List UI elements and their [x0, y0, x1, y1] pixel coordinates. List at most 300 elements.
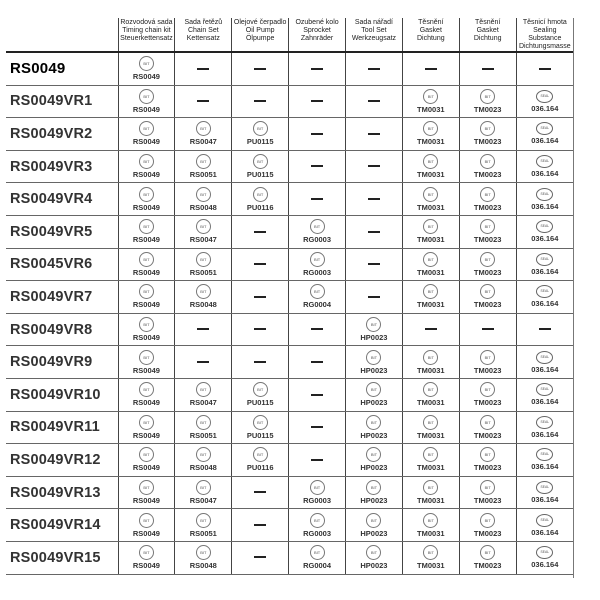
part-cell	[402, 118, 459, 151]
part-cell	[516, 541, 573, 574]
seal-logo-icon: SEAL	[536, 514, 553, 527]
part-cell	[346, 215, 403, 248]
part-entry	[403, 284, 459, 309]
dash-not-applicable	[254, 361, 266, 363]
part-entry	[346, 317, 402, 342]
header-line: Werkzeugsatz	[351, 35, 397, 42]
parts-table	[6, 18, 573, 575]
part-cell	[459, 52, 516, 85]
header-line: Dichtung	[416, 35, 445, 42]
seal-logo-icon: SEAL	[536, 155, 553, 168]
seal-logo-icon: SEAL	[536, 383, 553, 396]
part-entry	[460, 187, 516, 212]
part-number: TM0023	[473, 267, 502, 277]
part-number: TM0031	[417, 430, 445, 440]
part-cell	[459, 541, 516, 574]
part-cell	[289, 313, 346, 346]
part-number: PU0115	[246, 398, 274, 408]
part-cell	[232, 248, 289, 281]
part-entry	[119, 350, 175, 375]
bit-logo-icon: BIT	[480, 382, 495, 397]
part-cell	[459, 215, 516, 248]
part-number: TM0031	[417, 528, 445, 538]
part-cell	[516, 85, 573, 118]
bit-logo-icon: BIT	[423, 545, 438, 560]
bit-logo-icon: BIT	[196, 252, 211, 267]
part-cell	[175, 150, 232, 183]
part-number: RS0048	[189, 300, 217, 310]
part-number: HP0023	[360, 365, 388, 375]
part-cell	[118, 313, 175, 346]
product-code: RS0049VR14	[6, 509, 118, 542]
part-entry	[517, 188, 573, 211]
part-number: HP0023	[360, 496, 388, 506]
part-entry	[403, 545, 459, 570]
part-cell	[402, 150, 459, 183]
bit-logo-icon: BIT	[253, 382, 268, 397]
part-entry	[460, 121, 516, 146]
header-line: Sprocket	[303, 27, 331, 34]
part-entry	[289, 284, 345, 309]
part-number: RS0049	[132, 496, 160, 506]
part-number: PU0116	[246, 463, 274, 473]
part-number: RS0049	[132, 170, 160, 180]
part-cell	[232, 150, 289, 183]
bit-logo-icon: BIT	[480, 480, 495, 495]
part-number: 036.164	[531, 495, 559, 505]
part-cell	[289, 118, 346, 151]
part-cell	[175, 183, 232, 216]
dash-not-applicable	[254, 524, 266, 526]
header-line: Sealing Substance	[528, 27, 562, 42]
part-cell	[346, 52, 403, 85]
table-row	[6, 183, 573, 216]
part-number: 036.164	[531, 201, 559, 211]
part-number: TM0031	[417, 235, 445, 245]
dash-not-applicable	[368, 198, 380, 200]
part-cell	[402, 248, 459, 281]
product-code: RS0049VR10	[6, 378, 118, 411]
part-number: RS0049	[132, 398, 160, 408]
part-cell	[118, 378, 175, 411]
table-row	[6, 411, 573, 444]
part-cell	[459, 444, 516, 477]
product-code: RS0049	[6, 52, 118, 85]
dash-not-applicable	[368, 133, 380, 135]
part-cell	[346, 248, 403, 281]
product-code: RS0049VR1	[6, 85, 118, 118]
part-cell	[118, 444, 175, 477]
header-line: Rozvodová sada	[120, 19, 173, 26]
part-number: RS0049	[132, 202, 160, 212]
part-cell	[346, 346, 403, 379]
part-cell	[232, 444, 289, 477]
part-number: RS0047	[189, 137, 217, 147]
part-cell	[402, 85, 459, 118]
part-entry	[289, 480, 345, 505]
seal-logo-icon: SEAL	[536, 416, 553, 429]
part-number: HP0023	[360, 463, 388, 473]
seal-logo-icon: SEAL	[536, 220, 553, 233]
part-entry	[119, 317, 175, 342]
bit-logo-icon: BIT	[480, 415, 495, 430]
part-number: RS0049	[132, 365, 160, 375]
part-cell	[175, 118, 232, 151]
table-row	[6, 150, 573, 183]
bit-logo-icon: BIT	[423, 121, 438, 136]
part-entry	[119, 187, 175, 212]
part-entry	[175, 513, 231, 538]
part-number: PU0115	[246, 170, 274, 180]
part-cell	[289, 476, 346, 509]
part-cell	[232, 281, 289, 314]
part-cell	[175, 541, 232, 574]
part-entry	[175, 219, 231, 244]
part-entry	[517, 546, 573, 569]
product-code: RS0049VR15	[6, 541, 118, 574]
part-entry	[119, 284, 175, 309]
part-entry	[175, 382, 231, 407]
part-number: RS0049	[132, 300, 160, 310]
part-number: RS0049	[132, 104, 160, 114]
bit-logo-icon: BIT	[310, 219, 325, 234]
bit-logo-icon: BIT	[423, 284, 438, 299]
part-entry	[175, 480, 231, 505]
part-entry	[175, 545, 231, 570]
header-line: Gasket	[419, 27, 442, 34]
part-number: RS0047	[189, 235, 217, 245]
part-entry	[289, 219, 345, 244]
part-cell	[459, 411, 516, 444]
part-cell	[346, 444, 403, 477]
part-number: RS0049	[132, 430, 160, 440]
bit-logo-icon: BIT	[139, 284, 154, 299]
bit-logo-icon: BIT	[139, 350, 154, 365]
part-cell	[289, 248, 346, 281]
dash-not-applicable	[311, 198, 323, 200]
dash-not-applicable	[197, 361, 209, 363]
dash-not-applicable	[311, 394, 323, 396]
header-line: Gasket	[476, 27, 499, 34]
bit-logo-icon: BIT	[196, 219, 211, 234]
part-entry	[460, 154, 516, 179]
header-cell	[459, 18, 516, 52]
part-number: 036.164	[531, 429, 559, 439]
dash-not-applicable	[311, 426, 323, 428]
part-number: TM0031	[417, 463, 445, 473]
dash-not-applicable	[311, 165, 323, 167]
part-entry	[119, 447, 175, 472]
table-body	[6, 52, 573, 574]
part-number: TM0023	[473, 137, 502, 147]
header-cell	[232, 18, 289, 52]
header-cell	[118, 18, 175, 52]
header-line: Těsnění	[418, 19, 444, 26]
part-entry	[346, 513, 402, 538]
bit-logo-icon: BIT	[423, 513, 438, 528]
seal-logo-icon: SEAL	[536, 285, 553, 298]
bit-logo-icon: BIT	[196, 284, 211, 299]
part-entry	[517, 122, 573, 145]
part-number: RS0049	[132, 333, 160, 343]
part-entry	[460, 350, 516, 375]
bit-logo-icon: BIT	[253, 447, 268, 462]
part-entry	[346, 480, 402, 505]
part-cell	[118, 248, 175, 281]
dash-not-applicable	[254, 100, 266, 102]
part-cell	[232, 52, 289, 85]
header-line: Chain Set	[187, 27, 219, 34]
bit-logo-icon: BIT	[310, 513, 325, 528]
part-cell	[516, 248, 573, 281]
dash-not-applicable	[368, 100, 380, 102]
part-number: 036.164	[531, 397, 559, 407]
dash-not-applicable	[311, 100, 323, 102]
part-entry	[403, 154, 459, 179]
part-cell	[516, 378, 573, 411]
part-cell	[459, 313, 516, 346]
part-cell	[346, 183, 403, 216]
part-entry	[346, 415, 402, 440]
table-row	[6, 52, 573, 85]
bit-logo-icon: BIT	[196, 545, 211, 560]
seal-logo-icon: SEAL	[536, 448, 553, 461]
bit-logo-icon: BIT	[423, 382, 438, 397]
part-number: RS0049	[132, 137, 160, 147]
dash-not-applicable	[254, 68, 266, 70]
part-entry	[232, 382, 288, 407]
part-number: 036.164	[531, 560, 559, 570]
part-cell	[289, 346, 346, 379]
part-number: 036.164	[531, 527, 559, 537]
part-cell	[232, 183, 289, 216]
part-number: RG0003	[303, 235, 332, 245]
part-cell	[459, 183, 516, 216]
part-entry	[119, 252, 175, 277]
part-entry	[175, 252, 231, 277]
dash-not-applicable	[254, 263, 266, 265]
part-cell	[516, 281, 573, 314]
part-number: TM0023	[473, 430, 502, 440]
bit-logo-icon: BIT	[253, 154, 268, 169]
bit-logo-icon: BIT	[139, 415, 154, 430]
part-cell	[289, 52, 346, 85]
part-number: 036.164	[531, 234, 559, 244]
part-cell	[516, 215, 573, 248]
bit-logo-icon: BIT	[139, 154, 154, 169]
bit-logo-icon: BIT	[139, 447, 154, 462]
dash-not-applicable	[539, 328, 551, 330]
part-number: TM0023	[473, 496, 502, 506]
part-entry	[119, 121, 175, 146]
seal-logo-icon: SEAL	[536, 122, 553, 135]
part-cell	[232, 541, 289, 574]
part-cell	[516, 118, 573, 151]
table-row	[6, 444, 573, 477]
bit-logo-icon: BIT	[480, 350, 495, 365]
part-entry	[517, 285, 573, 308]
part-cell	[118, 52, 175, 85]
part-entry	[119, 480, 175, 505]
right-rule	[573, 18, 574, 578]
part-cell	[175, 444, 232, 477]
part-cell	[346, 378, 403, 411]
product-code: RS0049VR8	[6, 313, 118, 346]
part-entry	[346, 350, 402, 375]
bit-logo-icon: BIT	[310, 252, 325, 267]
bit-logo-icon: BIT	[480, 513, 495, 528]
part-cell	[232, 378, 289, 411]
part-number: RG0003	[303, 496, 332, 506]
seal-logo-icon: SEAL	[536, 90, 553, 103]
part-number: RS0051	[189, 267, 217, 277]
part-entry	[517, 155, 573, 178]
part-number: RS0049	[132, 72, 160, 82]
part-cell	[402, 476, 459, 509]
part-cell	[175, 378, 232, 411]
part-entry	[119, 154, 175, 179]
header-line: Ozubené kolo	[295, 19, 339, 26]
part-cell	[402, 313, 459, 346]
bit-logo-icon: BIT	[480, 154, 495, 169]
dash-not-applicable	[254, 296, 266, 298]
part-entry	[460, 415, 516, 440]
seal-logo-icon: SEAL	[536, 253, 553, 266]
bit-logo-icon: BIT	[423, 219, 438, 234]
bit-logo-icon: BIT	[253, 187, 268, 202]
part-cell	[118, 346, 175, 379]
bit-logo-icon: BIT	[366, 545, 381, 560]
part-number: RS0048	[189, 202, 217, 212]
part-number: TM0031	[417, 398, 445, 408]
part-number: HP0023	[360, 430, 388, 440]
part-cell	[118, 476, 175, 509]
part-number: 036.164	[531, 103, 559, 113]
header-line: Timing chain kit	[122, 27, 171, 34]
bit-logo-icon: BIT	[139, 252, 154, 267]
part-cell	[402, 52, 459, 85]
part-cell	[118, 215, 175, 248]
part-cell	[232, 411, 289, 444]
part-cell	[232, 476, 289, 509]
part-cell	[232, 346, 289, 379]
part-entry	[460, 89, 516, 114]
part-entry	[175, 154, 231, 179]
dash-not-applicable	[368, 68, 380, 70]
part-cell	[516, 52, 573, 85]
part-number: TM0023	[473, 104, 502, 114]
product-code: RS0049VR9	[6, 346, 118, 379]
part-cell	[118, 281, 175, 314]
part-entry	[289, 545, 345, 570]
part-entry	[517, 351, 573, 374]
bit-logo-icon: BIT	[423, 252, 438, 267]
bit-logo-icon: BIT	[139, 513, 154, 528]
header-row	[6, 18, 573, 52]
part-cell	[118, 509, 175, 542]
part-number: PU0116	[246, 202, 274, 212]
header-line: Sada řetězů	[184, 19, 223, 26]
part-number: TM0031	[417, 104, 445, 114]
table-row	[6, 118, 573, 151]
dash-not-applicable	[254, 231, 266, 233]
header-line: Tool Set	[361, 27, 387, 34]
part-entry	[232, 154, 288, 179]
bit-logo-icon: BIT	[139, 545, 154, 560]
bit-logo-icon: BIT	[423, 447, 438, 462]
part-cell	[459, 118, 516, 151]
bit-logo-icon: BIT	[423, 89, 438, 104]
part-entry	[403, 415, 459, 440]
part-cell	[118, 183, 175, 216]
part-number: RG0004	[303, 300, 332, 310]
dash-not-applicable	[425, 68, 437, 70]
header-line: Dichtung	[473, 35, 502, 42]
part-cell	[459, 346, 516, 379]
part-entry	[175, 187, 231, 212]
table-row	[6, 346, 573, 379]
part-cell	[289, 411, 346, 444]
table-row	[6, 378, 573, 411]
part-number: RG0003	[303, 267, 332, 277]
part-number: TM0031	[417, 300, 445, 310]
part-cell	[232, 215, 289, 248]
header-cell	[402, 18, 459, 52]
part-cell	[459, 150, 516, 183]
header-code-column	[6, 18, 118, 52]
bit-logo-icon: BIT	[480, 89, 495, 104]
part-cell	[402, 541, 459, 574]
dash-not-applicable	[368, 165, 380, 167]
part-entry	[460, 447, 516, 472]
product-code: RS0049VR13	[6, 476, 118, 509]
part-number: TM0031	[417, 267, 445, 277]
bit-logo-icon: BIT	[480, 447, 495, 462]
bit-logo-icon: BIT	[423, 187, 438, 202]
dash-not-applicable	[311, 361, 323, 363]
part-cell	[118, 411, 175, 444]
part-number: RS0049	[132, 463, 160, 473]
header-line: Zahnräder	[300, 35, 334, 42]
part-entry	[232, 447, 288, 472]
header-line: Sada nářadí	[354, 19, 394, 26]
bit-logo-icon: BIT	[139, 121, 154, 136]
part-entry	[460, 545, 516, 570]
seal-logo-icon: SEAL	[536, 351, 553, 364]
header-line: Kettensatz	[186, 35, 220, 42]
seal-logo-icon: SEAL	[536, 481, 553, 494]
part-number: TM0031	[417, 496, 445, 506]
bit-logo-icon: BIT	[366, 447, 381, 462]
part-number: TM0031	[417, 202, 445, 212]
part-number: TM0023	[473, 170, 502, 180]
part-number: 036.164	[531, 136, 559, 146]
product-code: RS0049VR5	[6, 215, 118, 248]
part-cell	[175, 509, 232, 542]
product-code: RS0049VR4	[6, 183, 118, 216]
part-cell	[516, 411, 573, 444]
part-cell	[346, 313, 403, 346]
part-number: TM0023	[473, 528, 502, 538]
part-number: TM0023	[473, 300, 502, 310]
part-cell	[516, 476, 573, 509]
dash-not-applicable	[197, 68, 209, 70]
part-cell	[459, 248, 516, 281]
part-cell	[118, 541, 175, 574]
product-code: RS0045VR6	[6, 248, 118, 281]
part-cell	[232, 85, 289, 118]
bit-logo-icon: BIT	[423, 480, 438, 495]
